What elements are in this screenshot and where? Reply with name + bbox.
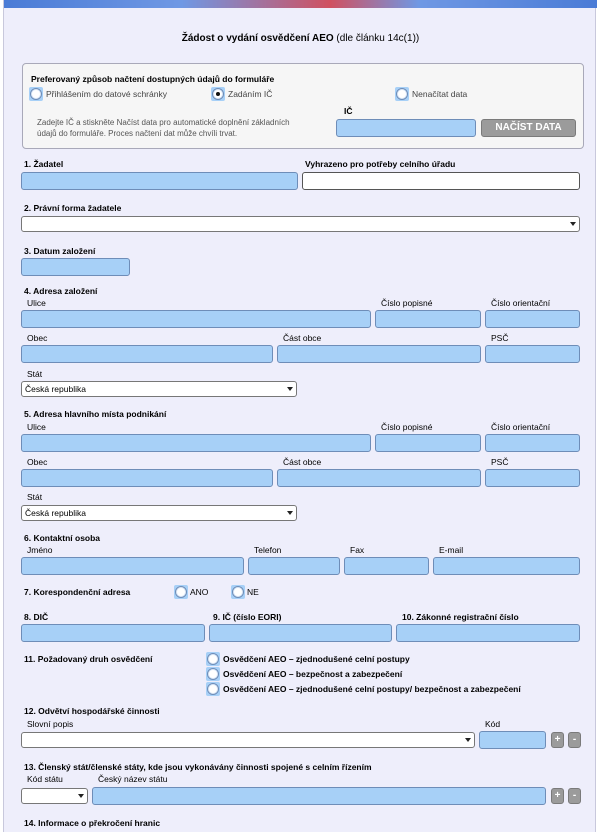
state-code-select[interactable]: [21, 788, 88, 804]
founding-date-input[interactable]: [21, 258, 130, 276]
chevron-down-icon: [570, 222, 576, 226]
s8-label: 8. DIČ: [24, 612, 49, 622]
s13-nazev-label: Český název státu: [98, 774, 168, 784]
s4-co-input[interactable]: [485, 310, 580, 328]
s3-label: 3. Datum založení: [24, 246, 96, 256]
s5-obec-input[interactable]: [21, 469, 273, 487]
radio-circle: [207, 683, 219, 695]
contact-phone-input[interactable]: [248, 557, 340, 575]
s13-label: 13. Členský stát/členské státy, kde jsou vykonávány činnosti spojené s celním řízením: [24, 762, 372, 772]
ic-label: IČ: [344, 106, 353, 116]
s5-cast-label: Část obce: [283, 457, 322, 467]
dic-input[interactable]: [21, 624, 205, 642]
s5-co-input[interactable]: [485, 434, 580, 452]
activity-code-input[interactable]: [479, 731, 546, 749]
s11-label: 11. Požadovaný druh osvědčení: [24, 654, 153, 664]
s4-ulice-label: Ulice: [27, 298, 46, 308]
s5-stat-label: Stát: [27, 492, 43, 502]
s12-kod-label: Kód: [485, 719, 501, 729]
s4-psc-label: PSČ: [491, 333, 509, 343]
s12-label: 12. Odvětví hospodářské činnosti: [24, 706, 160, 716]
radio-circle: [175, 586, 187, 598]
eori-input[interactable]: [209, 624, 392, 642]
registration-number-input[interactable]: [396, 624, 580, 642]
s5-cp-input[interactable]: [375, 434, 481, 452]
chevron-down-icon: [287, 511, 293, 515]
s14-label: 14. Informace o překročení hranic: [24, 818, 161, 828]
radio-circle: [232, 586, 244, 598]
s12-popis-label: Slovní popis: [27, 719, 74, 729]
s5-ulice-input[interactable]: [21, 434, 371, 452]
load-note-line2: údajů do formuláře. Proces načtení dat může chvíli trvat.: [37, 129, 238, 138]
reserved-label: Vyhrazeno pro potřeby celního úřadu: [305, 159, 456, 169]
s13-kod-label: Kód státu: [27, 774, 63, 784]
s10-label: 10. Zákonné registrační číslo: [402, 612, 519, 622]
radio-corr-ano[interactable]: [174, 585, 188, 599]
radio-datova-schranka[interactable]: [29, 87, 43, 101]
contact-fax-input[interactable]: [344, 557, 429, 575]
s5-psc-input[interactable]: [485, 469, 580, 487]
legal-form-select[interactable]: [21, 216, 580, 232]
radio-circle: [30, 88, 42, 100]
s6-label: 6. Kontaktní osoba: [24, 533, 101, 543]
state-name-input[interactable]: [92, 787, 546, 805]
s5-ulice-label: Ulice: [27, 422, 46, 432]
s1-label: 1. Žadatel: [24, 159, 64, 169]
s5-cast-input[interactable]: [277, 469, 481, 487]
load-data-button[interactable]: NAČÍST DATA: [481, 119, 576, 137]
option-zadanim-ic-label: Zadáním IČ: [228, 89, 273, 99]
load-note-line1: Zadejte IČ a stiskněte Načíst data pro automatické doplnění základních: [37, 118, 290, 127]
option-nenacitat-label: Nenačítat data: [412, 89, 468, 99]
corr-ano-label: ANO: [190, 587, 209, 597]
remove-state-button[interactable]: -: [568, 788, 581, 804]
s4-obec-input[interactable]: [21, 345, 273, 363]
s4-co-label: Číslo orientační: [491, 298, 551, 308]
s4-stat-value: Česká republika: [25, 384, 86, 394]
radio-nenacitat[interactable]: [395, 87, 409, 101]
s6-email-label: E-mail: [439, 545, 464, 555]
s5-stat-value: Česká republika: [25, 508, 86, 518]
s6-telefon-label: Telefon: [254, 545, 282, 555]
s4-cp-input[interactable]: [375, 310, 481, 328]
s6-jmeno-label: Jméno: [27, 545, 53, 555]
load-heading: Preferovaný způsob načtení dostupných údajů do formuláře: [31, 74, 275, 84]
s4-cp-label: Číslo popisné: [381, 298, 433, 308]
s5-label: 5. Adresa hlavního místa podnikání: [24, 409, 167, 419]
s4-cast-label: Část obce: [283, 333, 322, 343]
activity-description-select[interactable]: [21, 732, 475, 748]
radio-aeo-s[interactable]: [206, 667, 220, 681]
s5-psc-label: PSČ: [491, 457, 509, 467]
load-note: [37, 117, 337, 139]
contact-name-input[interactable]: [21, 557, 244, 575]
radio-circle-checked: [212, 88, 224, 100]
ic-input[interactable]: [336, 119, 476, 137]
contact-email-input[interactable]: [433, 557, 580, 575]
s7-label: 7. Korespondenční adresa: [24, 587, 131, 597]
s6-fax-label: Fax: [350, 545, 365, 555]
reserved-input[interactable]: [302, 172, 580, 190]
corr-ne-label: NE: [247, 587, 259, 597]
s4-psc-input[interactable]: [485, 345, 580, 363]
s4-label: 4. Adresa založení: [24, 286, 98, 296]
radio-circle: [396, 88, 408, 100]
s4-cast-input[interactable]: [277, 345, 481, 363]
form-title: Žádost o vydání osvědčení AEO (dle článku 14c(1)): [181, 33, 420, 44]
s4-stat-label: Stát: [27, 369, 43, 379]
radio-corr-ne[interactable]: [231, 585, 245, 599]
chevron-down-icon: [78, 794, 84, 798]
radio-aeo-f[interactable]: [206, 682, 220, 696]
remove-activity-button[interactable]: -: [568, 732, 581, 748]
radio-zadanim-ic[interactable]: [211, 87, 225, 101]
s5-obec-label: Obec: [27, 457, 48, 467]
option-datova-schranka-label: Přihlášením do datové schránky: [46, 89, 167, 99]
radio-aeo-c[interactable]: [206, 652, 220, 666]
s5-cp-label: Číslo popisné: [381, 422, 433, 432]
s4-ulice-input[interactable]: [21, 310, 371, 328]
chevron-down-icon: [465, 738, 471, 742]
add-activity-button[interactable]: +: [551, 732, 564, 748]
s5-co-label: Číslo orientační: [491, 422, 551, 432]
s9-label: 9. IČ (číslo EORI): [213, 612, 282, 622]
aeo-f-label: Osvědčení AEO – zjednodušené celní postupy/ bezpečnost a zabezpečení: [223, 684, 521, 694]
radio-circle: [207, 653, 219, 665]
aeo-s-label: Osvědčení AEO – bezpečnost a zabezpečení: [223, 669, 403, 679]
aeo-c-label: Osvědčení AEO – zjednodušené celní postupy: [223, 654, 410, 664]
chevron-down-icon: [287, 387, 293, 391]
s4-obec-label: Obec: [27, 333, 48, 343]
add-state-button[interactable]: +: [551, 788, 564, 804]
s4-stat-select[interactable]: [21, 381, 297, 397]
s5-stat-select[interactable]: [21, 505, 297, 521]
applicant-input[interactable]: [21, 172, 298, 190]
form-page: [3, 0, 596, 832]
top-banner: [4, 0, 597, 8]
radio-circle: [207, 668, 219, 680]
s2-label: 2. Právní forma žadatele: [24, 203, 122, 213]
